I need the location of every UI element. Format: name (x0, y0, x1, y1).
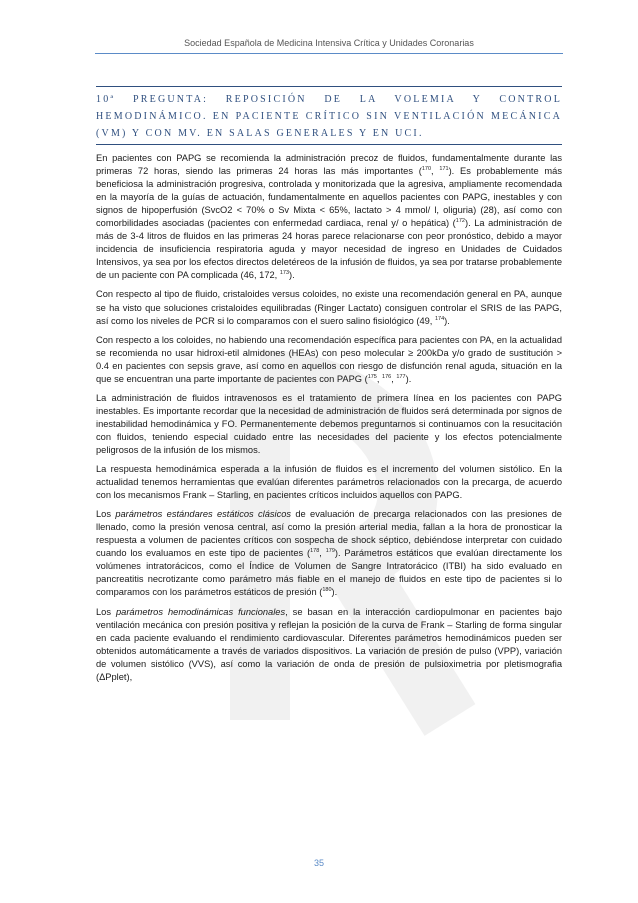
page-number: 35 (313, 858, 324, 868)
paragraph-3: Con respecto a los coloides, no habiendo una recomendación específica para pacientes con PA, en la actualidad se recomienda no usar hidroxi-etil almidones (HEAs) con peso molecular ≥ 200kDa y/o grado de sustitución > 0.4 en pacientes con sepsis grave, así como en aquellos con riesgo de disfunción renal aguda, situación en la que se encuentran una parte importante de pacientes con PAPG ($^{175}$, $^{176}$, $^{177}$). (96, 334, 562, 384)
paragraph-1: En pacientes con PAPG se recomienda la administración precoz de fluidos, fundamentalmente durante las primeras 72 horas, siendo las primeras 24 horas las más importantes ($^{170}$, $^{171}$). Es probablemente más beneficiosa la administración progresiva, controlada y monitorizada que la agresiva, ampliamente recomendada en la mayoría de la guías de actuación, fundamentalmente en aquellos pacientes con PAPG, inestables y con signos de hipoperfusión (SvcO2 < 70% o Sv Mixta < 65%, lactato > 4 mmol/ l, oliguria) (28), así como con comorbilidades asociadas (pacientes con enfermedad cardiaca, renal y/ o hepática) ($^{172}$). La administración de más de 3-4 litros de fluidos en las primeras 24 horas parece relacionarse con peor pronóstico, debido a mayor incidencia de insuficiencia respiratoria aguda y mayor necesidad de ingreso en Unidades de Cuidados Intensivos, ya sea por los efectos directos deletéreos de la infusión de fluidos, ya sea por tratarse probablemente de un paciente con PA complicada (46, 172, $^{173}$). (96, 153, 562, 281)
header-divider (95, 53, 563, 54)
paragraph-4: La administración de fluidos intravenosos es el tratamiento de primera línea en los pacientes con PAPG inestables. Es importante recordar que la necesidad de administración de fluidos será determinada por signos de inestabilidad hemodinámica y FO. Permanentemente debemos preguntarnos si continuamos con la resucitación con fluidos, teniendo especial cuidado entre las necesidades del paciente y los efectos potencialmente peligrosos de la infusión de los mismos. (96, 392, 562, 455)
heading-bottom-rule (96, 144, 562, 145)
question-heading (96, 90, 562, 141)
heading-top-rule (96, 86, 562, 87)
body-text (96, 152, 562, 690)
paragraph-2: Con respecto al tipo de fluido, cristaloides versus coloides, no existe una recomendación general en PA, aunque se ha visto que soluciones cristaloides equilibradas (Ringer Lactato) consiguen controlar el SRIS de las PAPG, así como los niveles de PCR si lo comparamos con el suero salino fisiológico (49, $^{174}$). (96, 289, 562, 326)
paragraph-7: Los parámetros hemodinámicas funcionales, se basan en la interacción cardiopulmonar en pacientes bajo ventilación mecánica con presión positiva y reflejan la posición de la curva de Frank – Starling de forma singular en cada paciente evaluando el rendimiento cardiovascular. Diferentes parámetros hemodinámicos pueden ser obtenidos automáticamente a través de variados dispositivos. La variación de presión de pulso (VPP), variación de volumen sistólico (VVS), así como la variación de onda de presión de pulsioximetria por pletismografia (ΔPplet), (96, 606, 562, 682)
paragraph-5: La respuesta hemodinámica esperada a la infusión de fluidos es el incremento del volumen sistólico. En la actualidad tenemos herramientas que evalúan diferentes parámetros relacionados con la precarga, de acuerdo con los mecanismos Frank – Starling, en pacientes críticos incluidos aquellos con PAPG. (96, 464, 562, 501)
heading-text: 10ª PREGUNTA: REPOSICIÓN DE LA VOLEMIA Y CONTROL HEMODINÁMICO. EN PACIENTE CRÍTICO SIN VENTILACIÓN MECÁNICA (VM) Y CON MV. EN SALAS GENERALES Y EN UCI. (96, 94, 562, 139)
paragraph-6: Los parámetros estándares estáticos clásicos de evaluación de precarga relacionados con las presiones de llenado, como la presión venosa central, así como la presión arterial media, fallan a la hora de pronosticar la respuesta a volumen de pacientes críticos con sospecha de shock séptico, debiéndose interpretar con cuidado cuando los evaluamos en este tipo de pacientes ($^{178}$, $^{179}$). Parámetros estáticos que evalúan directamente los volúmenes intratorácicos, como el Índice de Volumen de Sangre Intratorácico (ITBI) ha sido evaluado en pancreatitis necrotizante como parámetro más fiable en el manejo de fluidos en este tipo de pacientes si lo comparamos con los parámetros estáticos de presión ($^{180}$). (96, 509, 562, 598)
running-header: Sociedad Española de Medicina Intensiva Crítica y Unidades Coronarias (184, 38, 474, 48)
